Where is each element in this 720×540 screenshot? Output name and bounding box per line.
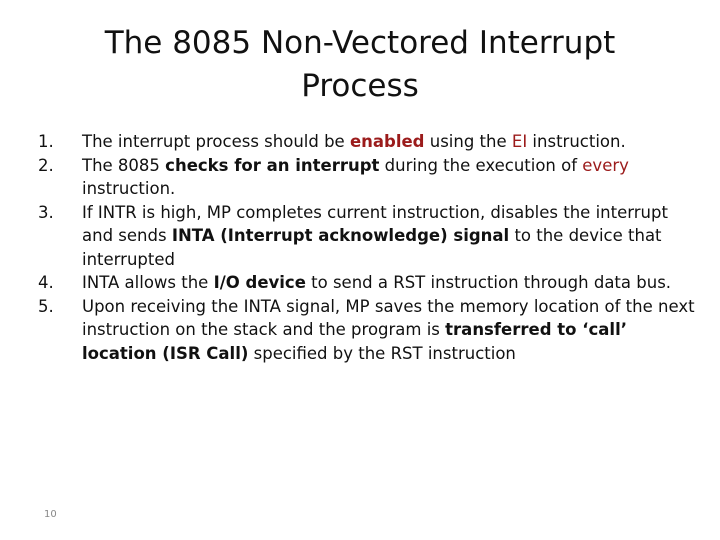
text-segment: to the device that interrupted xyxy=(82,226,662,269)
text-segment: The 8085 xyxy=(82,155,166,175)
list-item-number: 3. xyxy=(38,202,54,222)
list-item-number: 5. xyxy=(38,296,54,316)
emphasized-text: INTA (Interrupt acknowledge) signal xyxy=(171,226,510,245)
slide-title-line-1: The 8085 Non-Vectored Interrupt xyxy=(104,25,616,61)
text-segment: specified by the RST instruction xyxy=(248,343,516,363)
list-item-number: 2. xyxy=(38,155,54,175)
emphasized-text: transferred to ‘call’ location (ISR Call) xyxy=(82,320,628,363)
list-item-text xyxy=(82,271,702,295)
slide-title-line-2: Process xyxy=(301,68,419,104)
text-segment: instruction. xyxy=(527,132,626,151)
slide-title xyxy=(40,22,680,108)
list-item-number: 4. xyxy=(38,273,54,292)
slide-number: 10 xyxy=(44,509,57,520)
list-item xyxy=(38,130,702,154)
text-segment: If INTR is high, MP completes current instruction, disables the interrupt and sends xyxy=(82,202,668,245)
text-segment: instruction. xyxy=(82,179,176,198)
list-item-text xyxy=(82,154,702,201)
text-segment: Upon receiving the INTA signal, MP saves the memory location of the next instruction on the stack and the program is xyxy=(82,296,695,339)
list-item xyxy=(38,154,702,201)
text-segment: to send a RST instruction through data bus. xyxy=(305,273,672,292)
numbered-list xyxy=(38,130,702,365)
emphasized-text: checks for an interrupt xyxy=(165,155,380,175)
list-item xyxy=(38,271,702,295)
emphasized-text: I/O device xyxy=(213,273,306,292)
emphasized-text: every xyxy=(582,155,629,175)
list-item xyxy=(38,201,702,272)
text-segment: INTA allows the xyxy=(82,273,214,292)
emphasized-text: EI xyxy=(511,132,528,151)
list-item-text xyxy=(82,295,702,366)
text-segment: using the xyxy=(424,132,512,151)
text-segment: during the execution of xyxy=(379,155,583,175)
list-item-text xyxy=(82,130,702,154)
emphasized-text: enabled xyxy=(349,132,425,151)
list-item xyxy=(38,295,702,366)
list-item-number: 1. xyxy=(38,132,54,151)
list-item-text xyxy=(82,201,702,272)
text-segment: The interrupt process should be xyxy=(82,132,350,151)
